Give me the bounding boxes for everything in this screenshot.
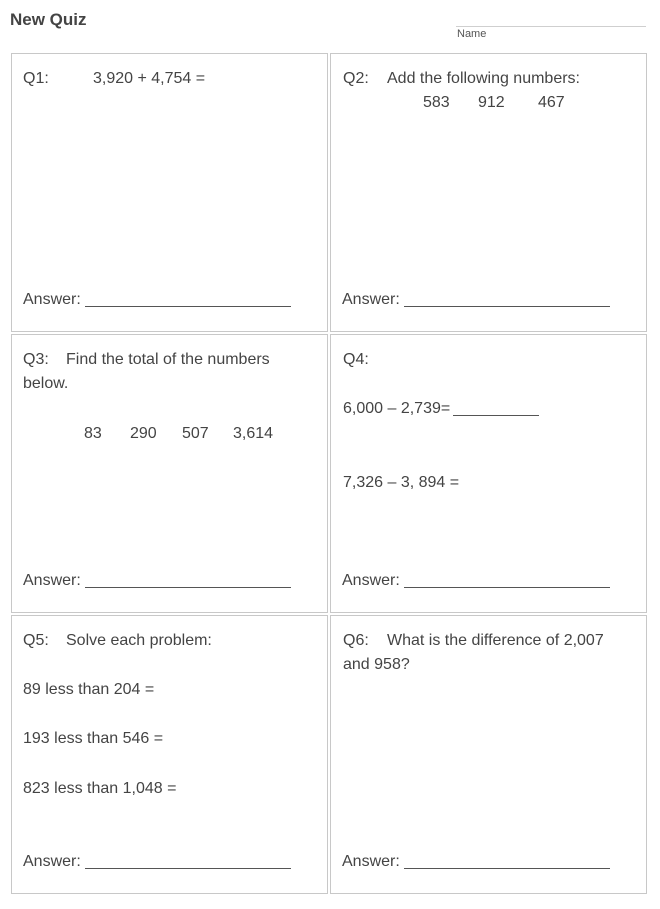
answer-blank[interactable]	[404, 306, 610, 307]
q3-prompt-line2: below.	[23, 375, 69, 392]
answer-label: Answer:	[342, 572, 400, 589]
q6-label: Q6:	[343, 632, 369, 649]
q3-numbers	[84, 425, 273, 443]
q5-problem-2: 193 less than 546 =	[23, 730, 164, 747]
answer-label: Answer:	[23, 572, 81, 589]
q4-answer[interactable]	[342, 572, 610, 590]
question-card-q2	[330, 53, 647, 332]
q3-number: 290	[130, 425, 157, 442]
q2-number: 467	[538, 94, 565, 111]
name-field-line[interactable]	[456, 26, 646, 27]
q5-label: Q5:	[23, 632, 49, 649]
question-card-q4	[330, 334, 647, 613]
q3-number: 3,614	[233, 425, 274, 442]
name-label: Name	[457, 28, 487, 40]
q4-label: Q4:	[343, 351, 369, 368]
answer-label: Answer:	[23, 291, 81, 308]
q5-answer[interactable]	[23, 853, 291, 871]
quiz-title: New Quiz	[10, 10, 87, 29]
q6-prompt-line1: What is the difference of 2,007	[387, 632, 604, 649]
q5-problem-1: 89 less than 204 =	[23, 681, 155, 698]
q5-prompt: Solve each problem:	[66, 632, 212, 649]
q3-answer[interactable]	[23, 572, 291, 590]
answer-blank[interactable]	[404, 587, 610, 588]
question-grid	[11, 53, 647, 895]
q2-number: 912	[478, 94, 505, 111]
question-card-q6	[330, 615, 647, 894]
answer-label: Answer:	[342, 291, 400, 308]
q2-label: Q2:	[343, 70, 369, 87]
q3-label: Q3:	[23, 351, 49, 368]
q5-problem-3: 823 less than 1,048 =	[23, 780, 177, 797]
answer-label: Answer:	[23, 853, 81, 870]
q4-problem-2: 7,326 – 3, 894 =	[343, 474, 460, 491]
q4-problem-1	[343, 400, 539, 418]
q2-prompt: Add the following numbers:	[387, 70, 580, 87]
question-card-q3	[11, 334, 328, 613]
q2-number: 583	[423, 94, 450, 111]
answer-label: Answer:	[342, 853, 400, 870]
q3-number: 507	[182, 425, 209, 442]
q1-expression: 3,920 + 4,754 =	[93, 70, 206, 87]
q1-label: Q1:	[23, 70, 49, 87]
q4-problem-1-text: 6,000 – 2,739=	[343, 400, 451, 417]
q4-problem-1-blank[interactable]	[453, 415, 539, 416]
q3-prompt-line1: Find the total of the numbers	[66, 351, 270, 368]
q6-answer[interactable]	[342, 853, 610, 871]
q2-numbers	[423, 94, 565, 112]
q3-number: 83	[84, 425, 102, 442]
question-card-q1	[11, 53, 328, 332]
q6-prompt-line2: and 958?	[343, 656, 410, 673]
question-card-q5	[11, 615, 328, 894]
answer-blank[interactable]	[85, 587, 291, 588]
answer-blank[interactable]	[85, 306, 291, 307]
answer-blank[interactable]	[85, 868, 291, 869]
q2-answer[interactable]	[342, 291, 610, 309]
answer-blank[interactable]	[404, 868, 610, 869]
q1-answer[interactable]	[23, 291, 291, 309]
